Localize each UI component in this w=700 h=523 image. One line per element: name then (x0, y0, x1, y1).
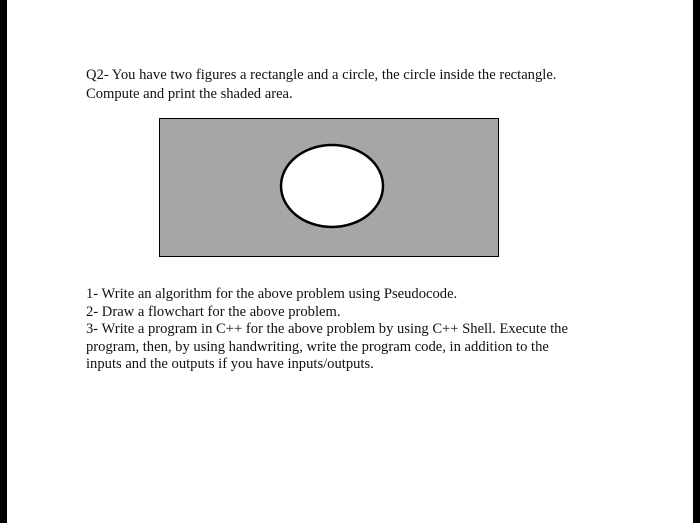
task-item: 1- Write an algorithm for the above problem using Pseudocode. (86, 286, 458, 302)
circle-shape (281, 145, 383, 227)
task-item-continuation: inputs and the outputs if you have inputs/outputs. (86, 356, 374, 372)
task-item: 3- Write a program in C++ for the above problem by using C++ Shell. Execute the (86, 321, 568, 337)
task-list (86, 286, 646, 374)
question-line: Compute and print the shaded area. (86, 86, 293, 102)
question-line: Q2- You have two figures a rectangle and a circle, the circle inside the rectangle. (86, 67, 557, 83)
task-item-continuation: program, then, by using handwriting, write the program code, in addition to the (86, 338, 549, 355)
task-item: 2- Draw a flowchart for the above problem. (86, 303, 341, 320)
document-page (7, 0, 693, 523)
shaded-area-figure (159, 118, 499, 257)
question-text (86, 66, 646, 104)
